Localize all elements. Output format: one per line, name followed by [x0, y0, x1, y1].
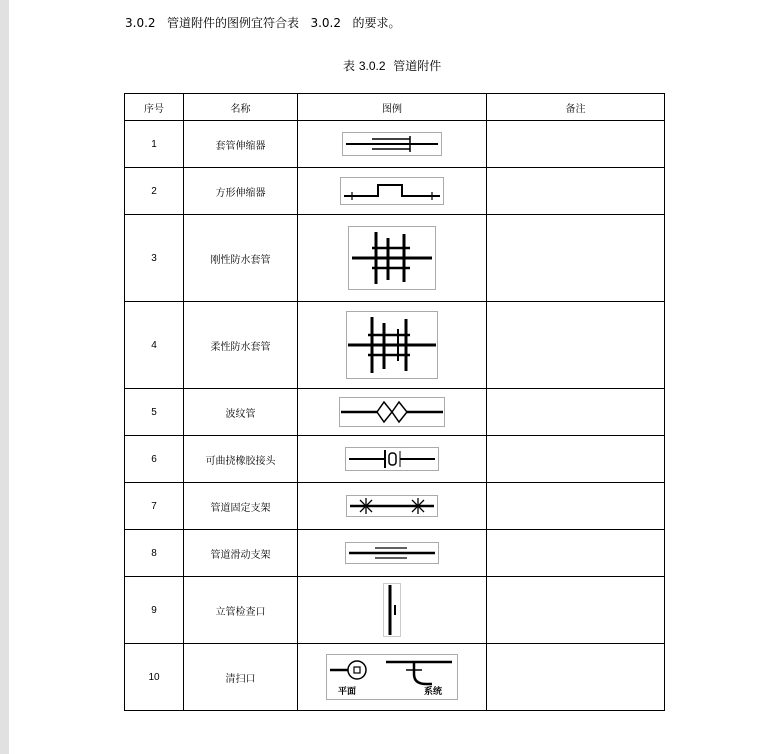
row-symbol-cell: [298, 302, 487, 389]
row-symbol-cell: [298, 215, 487, 302]
bellows-icon: [339, 397, 445, 427]
pipe-fittings-table: [124, 93, 665, 711]
table-row: [125, 483, 665, 530]
table-caption: [343, 57, 441, 74]
clause-number: 3.0.2: [125, 16, 156, 30]
row-symbol-cell: [298, 389, 487, 436]
caption-title: 管道附件: [393, 59, 442, 73]
row-number: 2: [125, 168, 184, 215]
row-note: [487, 530, 665, 577]
document-page: [9, 0, 760, 754]
row-number: 9: [125, 577, 184, 644]
table-row: [125, 168, 665, 215]
header-no: 序号: [125, 94, 184, 121]
row-number: 5: [125, 389, 184, 436]
row-number: 8: [125, 530, 184, 577]
header-note: 备注: [487, 94, 665, 121]
row-note: [487, 389, 665, 436]
row-name: 方形伸缩器: [184, 168, 298, 215]
header-name: 名称: [184, 94, 298, 121]
row-number: 7: [125, 483, 184, 530]
row-symbol-cell: [298, 644, 487, 711]
clause-tail: 的要求。: [352, 16, 401, 30]
row-note: [487, 215, 665, 302]
row-note: [487, 121, 665, 168]
row-note: [487, 436, 665, 483]
row-symbol-cell: [298, 168, 487, 215]
cleanout-plan-label: 平面: [338, 687, 357, 697]
row-number: 4: [125, 302, 184, 389]
row-name: 可曲挠橡胶接头: [184, 436, 298, 483]
table-row: [125, 530, 665, 577]
row-symbol-cell: [298, 436, 487, 483]
row-name: 套管伸缩器: [184, 121, 298, 168]
row-number: 3: [125, 215, 184, 302]
row-name: 管道滑动支架: [184, 530, 298, 577]
fixed-support-icon: [346, 495, 438, 517]
table-row: [125, 121, 665, 168]
row-note: [487, 483, 665, 530]
row-number: 1: [125, 121, 184, 168]
row-symbol-cell: [298, 121, 487, 168]
table-row: [125, 389, 665, 436]
row-note: [487, 644, 665, 711]
table-header-row: [125, 94, 665, 121]
rigid-waterproof-sleeve-icon: [348, 226, 436, 290]
row-name: 柔性防水套管: [184, 302, 298, 389]
viewer-left-margin: [0, 0, 9, 754]
table-row: [125, 577, 665, 644]
header-symbol: 图例: [298, 94, 487, 121]
riser-inspection-port-icon: [383, 583, 401, 637]
row-symbol-cell: [298, 577, 487, 644]
row-number: 6: [125, 436, 184, 483]
table-row: [125, 215, 665, 302]
row-symbol-cell: [298, 483, 487, 530]
table-row: [125, 644, 665, 711]
row-symbol-cell: [298, 530, 487, 577]
row-name: 清扫口: [184, 644, 298, 711]
caption-number: 3.0.2: [358, 59, 386, 73]
sleeve-expansion-joint-icon: [342, 132, 442, 156]
row-note: [487, 168, 665, 215]
clause-text: [125, 14, 400, 31]
row-number: 10: [125, 644, 184, 711]
row-name: 管道固定支架: [184, 483, 298, 530]
row-name: 刚性防水套管: [184, 215, 298, 302]
clause-table-ref: 3.0.2: [310, 16, 342, 30]
row-note: [487, 577, 665, 644]
cleanout-system-label: 系统: [424, 687, 443, 697]
table-row: [125, 436, 665, 483]
row-name: 波纹管: [184, 389, 298, 436]
row-note: [487, 302, 665, 389]
clause-body: 管道附件的图例宜符合表: [167, 16, 300, 30]
table-row: [125, 302, 665, 389]
sliding-support-icon: [345, 542, 439, 564]
square-expansion-joint-icon: [340, 177, 444, 205]
flexible-rubber-joint-icon: [345, 447, 439, 471]
flexible-waterproof-sleeve-icon: [346, 311, 438, 379]
row-name: 立管检查口: [184, 577, 298, 644]
caption-prefix: 表: [343, 59, 356, 73]
